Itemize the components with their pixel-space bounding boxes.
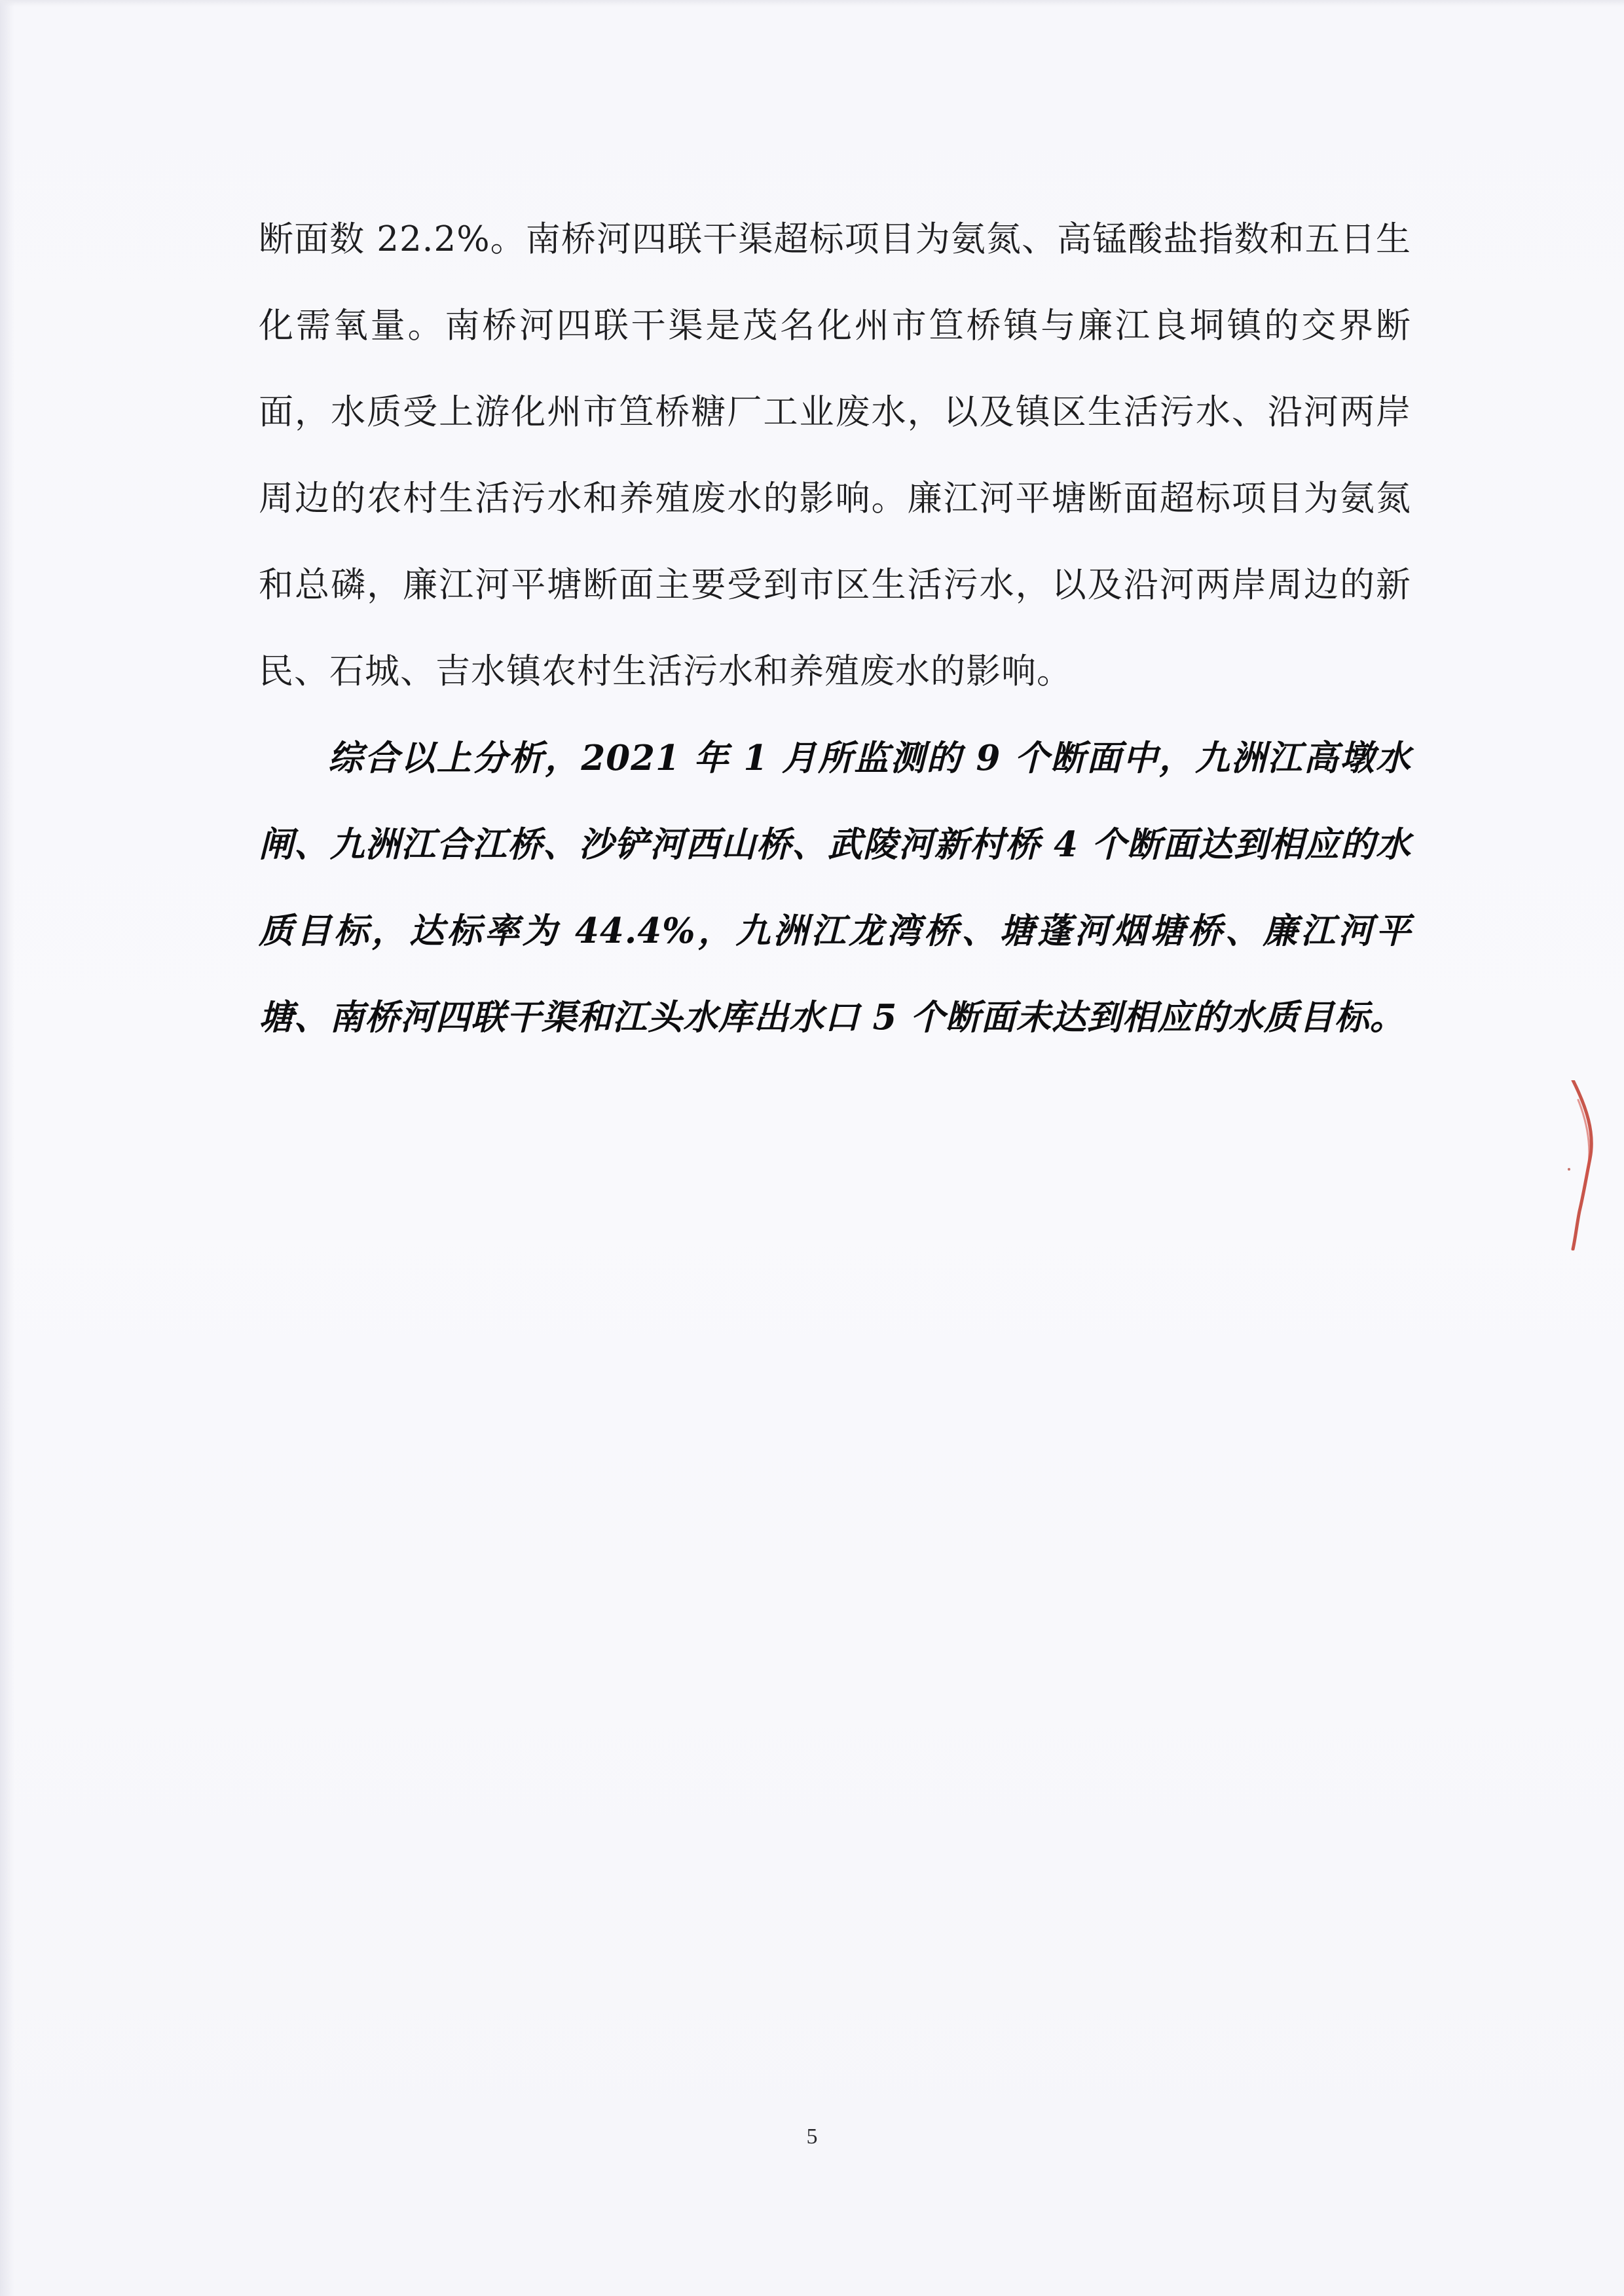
- page-number: 5: [806, 2124, 818, 2149]
- paragraph-summary: 综合以上分析，2021 年 1 月所监测的 9 个断面中，九洲江高墩水闸、九洲江合江桥、沙铲河西山桥、武陵河新村桥 4 个断面达到相应的水质目标，达标率为 44.4%，九洲江龙湾桥、塘蓬河烟塘桥、廉江河平塘、南桥河四联干渠和江头水库出水口 5 个断面未达到相应的水质目标。: [259, 738, 1411, 1038]
- body-text: [259, 196, 1411, 1061]
- scan-edge-top: [0, 0, 1624, 7]
- red-seal-edge-mark: [1564, 1080, 1624, 1250]
- scan-edge-left: [0, 0, 14, 2296]
- paragraph-pollution-sources: 断面数 22.2%。南桥河四联干渠超标项目为氨氮、高锰酸盐指数和五日生化需氧量。南桥河四联干渠是茂名化州市笪桥镇与廉江良垌镇的交界断面，水质受上游化州市笪桥糖厂工业废水，以及镇区生活污水、沿河两岸周边的农村生活污水和养殖废水的影响。廉江河平塘断面超标项目为氨氮和总磷，廉江河平塘断面主要受到市区生活污水，以及沿河两岸周边的新民、石城、吉水镇农村生活污水和养殖废水的影响。: [259, 219, 1411, 691]
- seal-ink-dot: [1568, 1168, 1570, 1171]
